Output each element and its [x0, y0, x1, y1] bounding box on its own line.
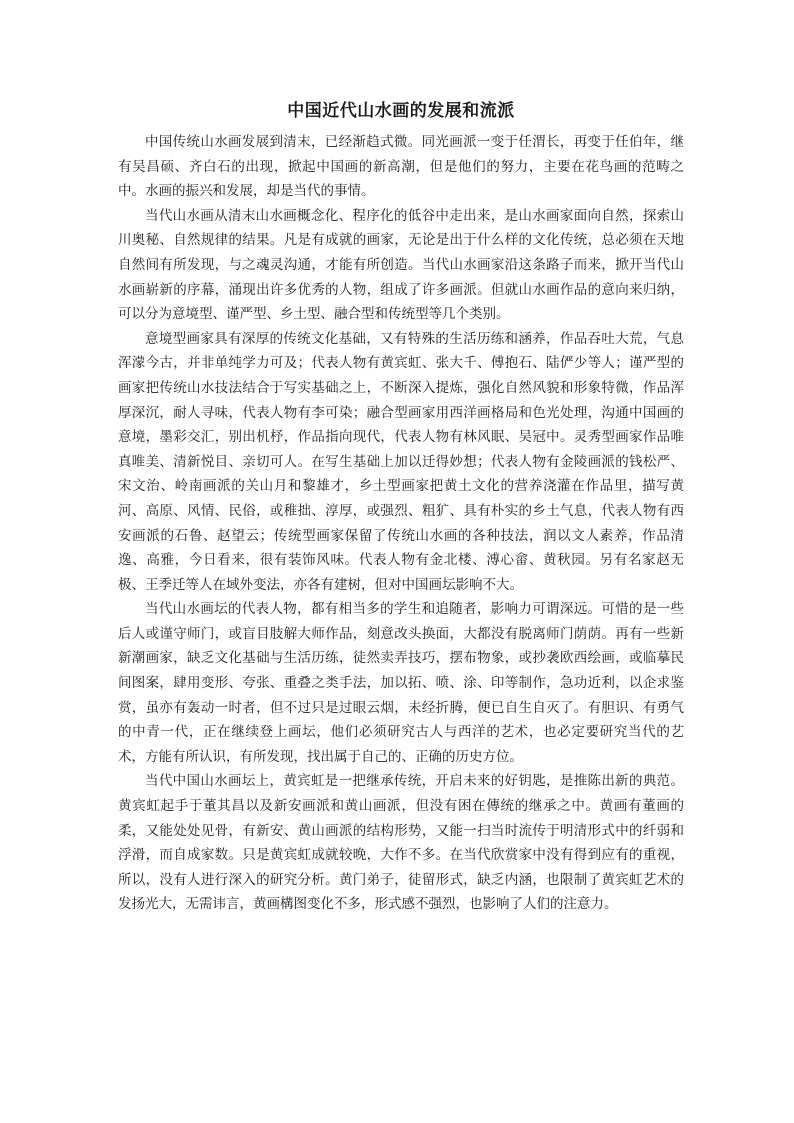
paragraph-2: 当代山水画从清末山水画概念化、程序化的低谷中走出来，是山水画家面向自然，探索山川奥秘、自然规律的结果。凡是有成就的画家，无论是出于什么样的文化传统，总必须在天地自然间有所发现，与之魂灵沟通，才能有所创造。当代山水画家沿这条路子而来，掀开当代山水画崭新的序幕，涌现出许多优秀的人物，组成了许多画派。但就山水画作品的意向来归纳，可以分为意境型、谨严型、乡土型、融合型和传统型等几个类别。 [118, 207, 684, 323]
paragraph-5: 当代中国山水画坛上，黄宾虹是一把继承传统，开启未来的好钥匙，是推陈出新的典范。黄宾虹起手于董其昌以及新安画派和黄山画派，但没有困在傳统的继承之中。黄画有董画的柔，又能处处见骨，有新安、黄山画派的结构形势，又能一扫当时流传于明清形式中的纤弱和浮滑，而自成家数。只是黄宾虹成就较晚，大作不多。在当代欣赏家中没有得到应有的重视，所以，没有人进行深入的研究分析。黄门弟子，徒留形式，缺乏内涵，也限制了黄宾虹艺术的发扬光大，无需讳言，黄画構图变化不多，形式感不强烈，也影响了人们的注意力。 [118, 773, 684, 913]
document-body [118, 98, 684, 917]
paragraph-1: 中国传统山水画发展到清末，已经渐趋式微。同光画派一变于任渭长，再变于任伯年，继有吴昌硕、齐白石的出现，掀起中国画的新高潮，但是他们的努力，主要在花鸟画的范畴之中。水画的振兴和发展，却是当代的事情。 [118, 134, 684, 200]
paragraph-3: 意境型画家具有深厚的传统文化基础，又有特殊的生活历练和涵养，作品吞吐大荒，气息浑濛今古，并非单纯学力可及；代表人物有黄宾虹、张大千、傅抱石、陆俨少等人；谨严型的画家把传统山水技法结合于写实基础之上，不断深入提炼，强化自然风貌和形象特微，作品浑厚深沉，耐人寻味，代表人物有李可染；融合型画家用西洋画格局和色光处理，沟通中国画的意境，墨彩交汇，别出机杼，作品指向现代，代表人物有林风眠、吴冠中。灵秀型画家作品唯真唯美、清新悦目、亲切可人。在写生基础上加以迁得妙想；代表人物有金陵画派的钱松严、宋文治、岭南画派的关山月和黎雄才，乡土型画家把黄土文化的营养浇灌在作品里，描写黄河、高原、风情、民俗，或稚拙、淳厚，或强烈、粗犷、具有朴实的乡土气息，代表人物有西安画派的石鲁、赵望云；传统型画家保留了传统山水画的各种技法，润以文人素养，作品清逸、高雅，今日看来，很有装饰风味。代表人物有金北楼、溥心畲、黄秋园。另有名家赵无极、王季迁等人在域外变法，亦各有建树，但对中国画坛影响不大。 [118, 330, 684, 593]
paragraph-4: 当代山水画坛的代表人物，都有相当多的学生和追随者，影响力可谓深远。可惜的是一些后人或谨守师门，或盲目肢解大师作品，刻意改头换面，大都没有脱离师门荫荫。再有一些新新潮画家，缺乏文化基础与生活历练，徒然卖弄技巧，摆布物象，或抄袭欧西绘画，或临摹民间图案，肆用变形、夸张、重叠之类手法，加以拓、喷、涂、印等制作，急功近利，以企求鉴赏，虽亦有轰动一时者，但不过只是过眼云烟，未经折腾，便已自生自灭了。有胆识、有勇气的中青一代，正在继续登上画坛，他们必须研究古人与西洋的艺术，也必定要研究当代的艺术，方能有所认识，有所发现，找出属于自己的、正确的历史方位。 [118, 601, 684, 765]
document-title: 中国近代山水画的发展和流派 [287, 101, 515, 121]
